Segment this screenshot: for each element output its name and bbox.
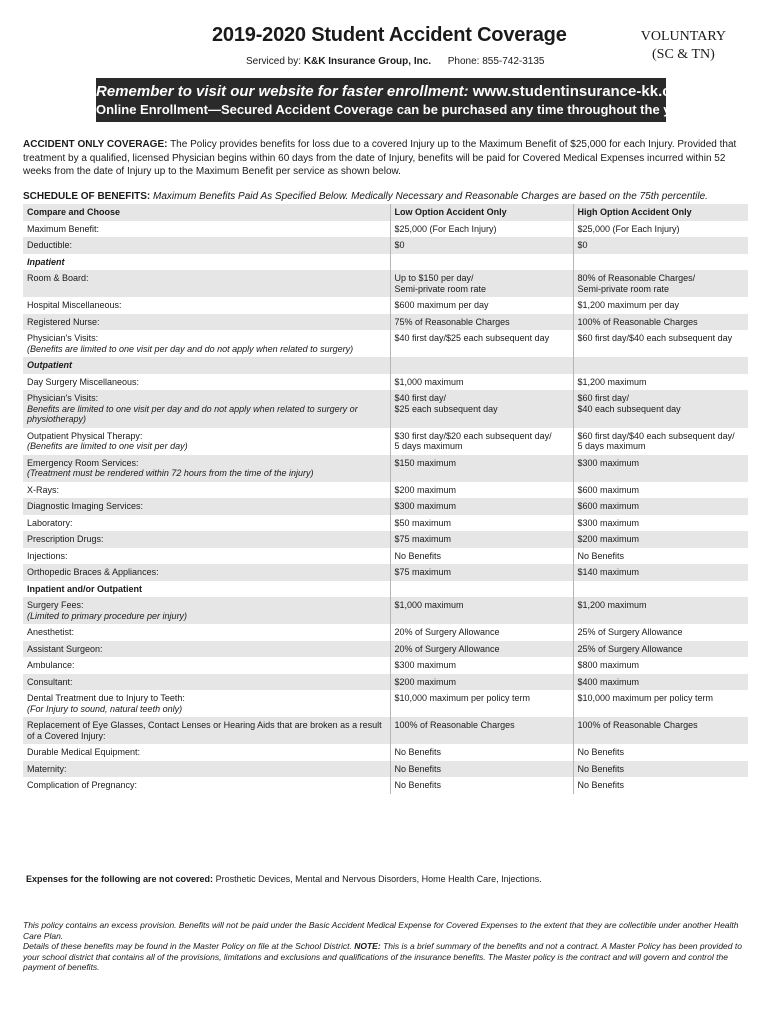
high-option-value-line: Semi-private room rate	[577, 283, 670, 294]
section-empty-high	[573, 254, 748, 271]
details-text-a: Details of these benefits may be found in the Master Policy on file at the School District.	[23, 941, 352, 951]
high-option-value: $600 maximum	[573, 498, 748, 515]
low-option-value: 75% of Reasonable Charges	[390, 314, 573, 331]
benefit-label-cell	[23, 374, 390, 391]
benefit-note: (Benefits are limited to one visit per day and do not apply when related to surgery)	[27, 343, 354, 354]
schedule-heading: SCHEDULE OF BENEFITS:	[23, 191, 151, 202]
table-row	[23, 455, 748, 482]
section-empty-high	[573, 357, 748, 374]
section-empty-high	[573, 581, 748, 598]
table-row	[23, 498, 748, 515]
low-option-value: $200 maximum	[390, 482, 573, 499]
table-row	[23, 548, 748, 565]
low-option-value: $75 maximum	[390, 564, 573, 581]
high-option-value: $140 maximum	[573, 564, 748, 581]
serviced-by-line	[246, 56, 544, 67]
benefit-label: Consultant:	[27, 676, 73, 687]
low-option-value: $25,000 (For Each Injury)	[390, 221, 573, 238]
high-option-value: $60 first day/$40 each subsequent day	[577, 333, 733, 343]
low-option-value: No Benefits	[390, 744, 573, 761]
high-option-value: $200 maximum	[573, 531, 748, 548]
benefit-label-cell	[23, 498, 390, 515]
high-option-value	[573, 428, 748, 455]
high-option-value: $300 maximum	[577, 517, 640, 528]
benefit-label: Ambulance:	[27, 660, 75, 670]
not-covered-text: Prosthetic Devices, Mental and Nervous Disorders, Home Health Care, Injections.	[215, 874, 542, 884]
benefit-label-cell	[23, 237, 390, 254]
high-option-value: 100% of Reasonable Charges	[573, 717, 748, 744]
table-row	[23, 390, 748, 428]
benefit-label-cell	[23, 761, 390, 778]
low-option-value: $200 maximum	[390, 674, 573, 691]
table-row	[23, 564, 748, 581]
low-option-value-line: $30 first day/$20 each subsequent day/	[394, 430, 552, 441]
coverage-intro	[23, 138, 751, 179]
banner-reminder: Remember to visit our website for faster enrollment:	[96, 83, 469, 100]
high-option-value: $1,200 maximum	[577, 376, 647, 387]
benefit-label: Assistant Surgeon:	[27, 643, 103, 654]
benefit-label-cell	[23, 597, 390, 624]
high-option-value: No Benefits	[573, 761, 748, 778]
voluntary-line1: VOLUNTARY	[640, 29, 726, 44]
table-row	[23, 641, 748, 658]
low-option-value: $0	[390, 237, 573, 254]
table-row	[23, 624, 748, 641]
header-high-option: High Option Accident Only	[573, 204, 748, 221]
section-title: Outpatient	[27, 360, 72, 370]
benefit-label-cell	[23, 744, 390, 761]
benefit-label: Anesthetist:	[27, 627, 75, 637]
high-option-value: 25% of Surgery Allowance	[573, 641, 748, 658]
section-title: Inpatient and/or Outpatient	[27, 583, 142, 594]
benefit-label: Day Surgery Miscellaneous:	[27, 376, 140, 387]
benefit-label-cell	[23, 515, 390, 532]
benefit-label: Deductible:	[27, 240, 73, 250]
benefit-label: Emergency Room Services:	[27, 457, 139, 468]
high-option-value: $1,200 maximum	[573, 597, 748, 624]
schedule-heading-line	[23, 191, 751, 202]
benefit-label: Laboratory:	[27, 517, 73, 528]
section-empty-low	[390, 357, 573, 374]
benefit-label-cell	[23, 390, 390, 428]
low-option-value	[390, 428, 573, 455]
intro-text: The Policy provides benefits for loss due to a covered Injury up to the Maximum Benefit of $25,000 for each Injury. Provided that treatment by a qualified, licensed Physician begins within 60 days from the date of Injury, benefits will be paid for Covered Medical Expenses incurred within 52 weeks from the date of Injury up to the Maximum Benefit per service as shown below.	[23, 139, 737, 177]
high-option-value-line: 5 days maximum	[577, 441, 646, 451]
high-option-value-line: $60 first day/	[577, 393, 630, 403]
intro-heading: ACCIDENT ONLY COVERAGE:	[23, 139, 168, 150]
benefit-label-cell	[23, 482, 390, 499]
document-header	[0, 0, 770, 78]
benefit-label: Prescription Drugs:	[27, 534, 104, 544]
excess-provision: This policy contains an excess provision. Benefits will not be paid under the Basic Accident Medical Expense for Covered Expenses to the extent that they are collectible under another Health Care Plan.	[23, 920, 739, 941]
benefit-label: Replacement of Eye Glasses, Contact Lenses or Hearing Aids that are broken as a result of a Covered Injury:	[27, 720, 382, 741]
serviced-prefix: Serviced by:	[246, 56, 302, 67]
banner-line1	[96, 83, 694, 100]
benefit-label-cell	[23, 641, 390, 658]
high-option-value: $400 maximum	[573, 674, 748, 691]
table-row	[23, 777, 748, 794]
benefits-table	[23, 204, 748, 794]
high-option-value: No Benefits	[577, 550, 625, 561]
header-low-option: Low Option Accident Only	[390, 204, 573, 221]
benefit-label-cell	[23, 548, 390, 565]
benefit-note: (For Injury to sound, natural teeth only)	[27, 703, 183, 714]
low-option-value: $300 maximum	[390, 498, 573, 515]
benefit-label-cell	[23, 674, 390, 691]
high-option-value-line: $60 first day/$40 each subsequent day/	[577, 430, 735, 441]
low-option-value: 20% of Surgery Allowance	[390, 641, 573, 658]
low-option-value: $1,000 maximum	[390, 374, 573, 391]
high-option-value: $300 maximum	[573, 455, 748, 482]
not-covered-heading: Expenses for the following are not covered:	[26, 874, 214, 884]
benefit-label: Durable Medical Equipment:	[27, 747, 141, 757]
low-option-value: $75 maximum	[390, 531, 573, 548]
section-label	[23, 254, 390, 271]
high-option-value: $800 maximum	[577, 660, 640, 670]
benefit-label-cell	[23, 564, 390, 581]
table-row	[23, 597, 748, 624]
benefit-label-cell	[23, 690, 390, 717]
benefit-label-cell	[23, 624, 390, 641]
table-row	[23, 482, 748, 499]
low-option-value: $600 maximum per day	[390, 297, 573, 314]
table-row	[23, 428, 748, 455]
high-option-value-line: $40 each subsequent day	[577, 403, 681, 414]
low-option-value: 100% of Reasonable Charges	[390, 717, 573, 744]
table-row	[23, 221, 748, 238]
low-option-value	[390, 270, 573, 297]
high-option-value-line: 80% of Reasonable Charges/	[577, 273, 696, 283]
low-option-value-line: Up to $150 per day/	[394, 273, 474, 283]
high-option-value: $0	[573, 237, 748, 254]
low-option-value	[390, 390, 573, 428]
schedule-text: Maximum Benefits Paid As Specified Below. Medically Necessary and Reasonable Charges are based on the 75th percentile.	[153, 191, 708, 202]
table-row	[23, 515, 748, 532]
benefit-label: Orthopedic Braces & Appliances:	[27, 567, 159, 577]
details-text-b: This is a brief summary of the benefits and not a contract. A Master Policy has been provided to your school district that contains all of the provisions, limitations and exclusions and qualifications of the insurance benefits. The Master policy is the contract and will govern and control the payment of benefits.	[23, 941, 742, 972]
benefit-label: Dental Treatment due to Injury to Teeth:	[27, 693, 185, 703]
benefit-note: Benefits are limited to one visit per day and do not apply when related to surgery or physiotherapy)	[27, 403, 358, 424]
section-row	[23, 581, 748, 598]
table-row	[23, 297, 748, 314]
benefit-label: Complication of Pregnancy:	[27, 780, 138, 790]
benefit-label: Maternity:	[27, 763, 67, 774]
benefit-label-cell	[23, 221, 390, 238]
section-row	[23, 357, 748, 374]
benefit-label: Registered Nurse:	[27, 316, 100, 327]
high-option-value	[573, 270, 748, 297]
benefit-label-cell	[23, 428, 390, 455]
low-option-value: $50 maximum	[390, 515, 573, 532]
website-link[interactable]: www.studentinsurance-kk.com	[472, 83, 694, 100]
section-label	[23, 581, 390, 598]
table-row	[23, 744, 748, 761]
high-option-value: $1,200 maximum per day	[577, 300, 680, 310]
banner-line2: Online Enrollment—Secured Accident Coverage can be purchased any time throughout the year.	[96, 102, 693, 117]
benefit-label: Outpatient Physical Therapy:	[27, 430, 143, 441]
table-row	[23, 270, 748, 297]
low-option-value-line: 5 days maximum	[394, 441, 463, 451]
benefit-label: Room & Board:	[27, 273, 89, 283]
benefit-label: X-Rays:	[27, 484, 60, 495]
section-empty-low	[390, 581, 573, 598]
benefit-label: Maximum Benefit:	[27, 223, 100, 234]
table-row	[23, 717, 748, 744]
table-row	[23, 330, 748, 357]
low-option-value-line: Semi-private room rate	[394, 283, 487, 294]
benefit-label-cell	[23, 717, 390, 744]
benefit-label-cell	[23, 531, 390, 548]
table-row	[23, 657, 748, 674]
serviced-company: K&K Insurance Group, Inc.	[303, 56, 432, 67]
high-option-value: $10,000 maximum per policy term	[577, 693, 714, 703]
low-option-value: $1,000 maximum	[390, 597, 573, 624]
section-title: Inpatient	[27, 256, 65, 267]
benefit-label-cell	[23, 270, 390, 297]
section-label	[23, 357, 390, 374]
table-header-row	[23, 204, 748, 221]
table-row	[23, 690, 748, 717]
table-row	[23, 761, 748, 778]
section-row	[23, 254, 748, 271]
low-option-value-line: $25 each subsequent day	[394, 403, 498, 414]
phone-number: Phone: 855-742-3135	[447, 56, 545, 67]
voluntary-label	[641, 28, 726, 64]
document-title: 2019-2020 Student Accident Coverage	[212, 24, 567, 46]
benefit-label: Physician's Visits:	[27, 393, 99, 403]
benefit-label-cell	[23, 314, 390, 331]
voluntary-line2: (SC & TN)	[652, 47, 715, 62]
low-option-value: 20% of Surgery Allowance	[390, 624, 573, 641]
table-row	[23, 674, 748, 691]
low-option-value-line: $40 first day/	[394, 393, 447, 403]
benefit-note: (Limited to primary procedure per injury)	[27, 610, 188, 621]
table-row	[23, 237, 748, 254]
low-option-value: $300 maximum	[390, 657, 573, 674]
high-option-value: $600 maximum	[577, 484, 640, 495]
benefit-label: Hospital Miscellaneous:	[27, 300, 122, 310]
high-option-value: No Benefits	[577, 747, 625, 757]
high-option-value: 25% of Surgery Allowance	[577, 627, 683, 637]
note-label: NOTE:	[354, 941, 381, 951]
benefit-label-cell	[23, 455, 390, 482]
benefit-label-cell	[23, 330, 390, 357]
table-row	[23, 531, 748, 548]
benefit-note: (Treatment must be rendered within 72 hours from the time of the injury)	[27, 468, 314, 478]
low-option-value: $150 maximum	[390, 455, 573, 482]
benefit-label-cell	[23, 297, 390, 314]
high-option-value: 100% of Reasonable Charges	[573, 314, 748, 331]
high-option-value: $25,000 (For Each Injury)	[577, 223, 680, 234]
not-covered-line	[26, 874, 542, 884]
benefit-label: Surgery Fees:	[27, 600, 84, 610]
benefit-label-cell	[23, 657, 390, 674]
low-option-value: $40 first day/$25 each subsequent day	[390, 330, 573, 357]
low-option-value: No Benefits	[390, 548, 573, 565]
table-row	[23, 314, 748, 331]
benefit-label-cell	[23, 777, 390, 794]
enrollment-banner	[96, 78, 694, 122]
low-option-value: No Benefits	[390, 761, 573, 778]
policy-details	[23, 941, 753, 973]
benefit-label: Diagnostic Imaging Services:	[27, 501, 144, 511]
low-option-value: $10,000 maximum per policy term	[390, 690, 573, 717]
high-option-value: No Benefits	[577, 780, 625, 790]
section-empty-low	[390, 254, 573, 271]
benefit-label: Physician's Visits:	[27, 333, 99, 343]
header-compare: Compare and Choose	[23, 204, 390, 221]
table-row	[23, 374, 748, 391]
benefit-note: (Benefits are limited to one visit per day)	[27, 441, 188, 451]
benefit-label: Injections:	[27, 550, 68, 561]
high-option-value	[573, 390, 748, 428]
low-option-value: No Benefits	[390, 777, 573, 794]
